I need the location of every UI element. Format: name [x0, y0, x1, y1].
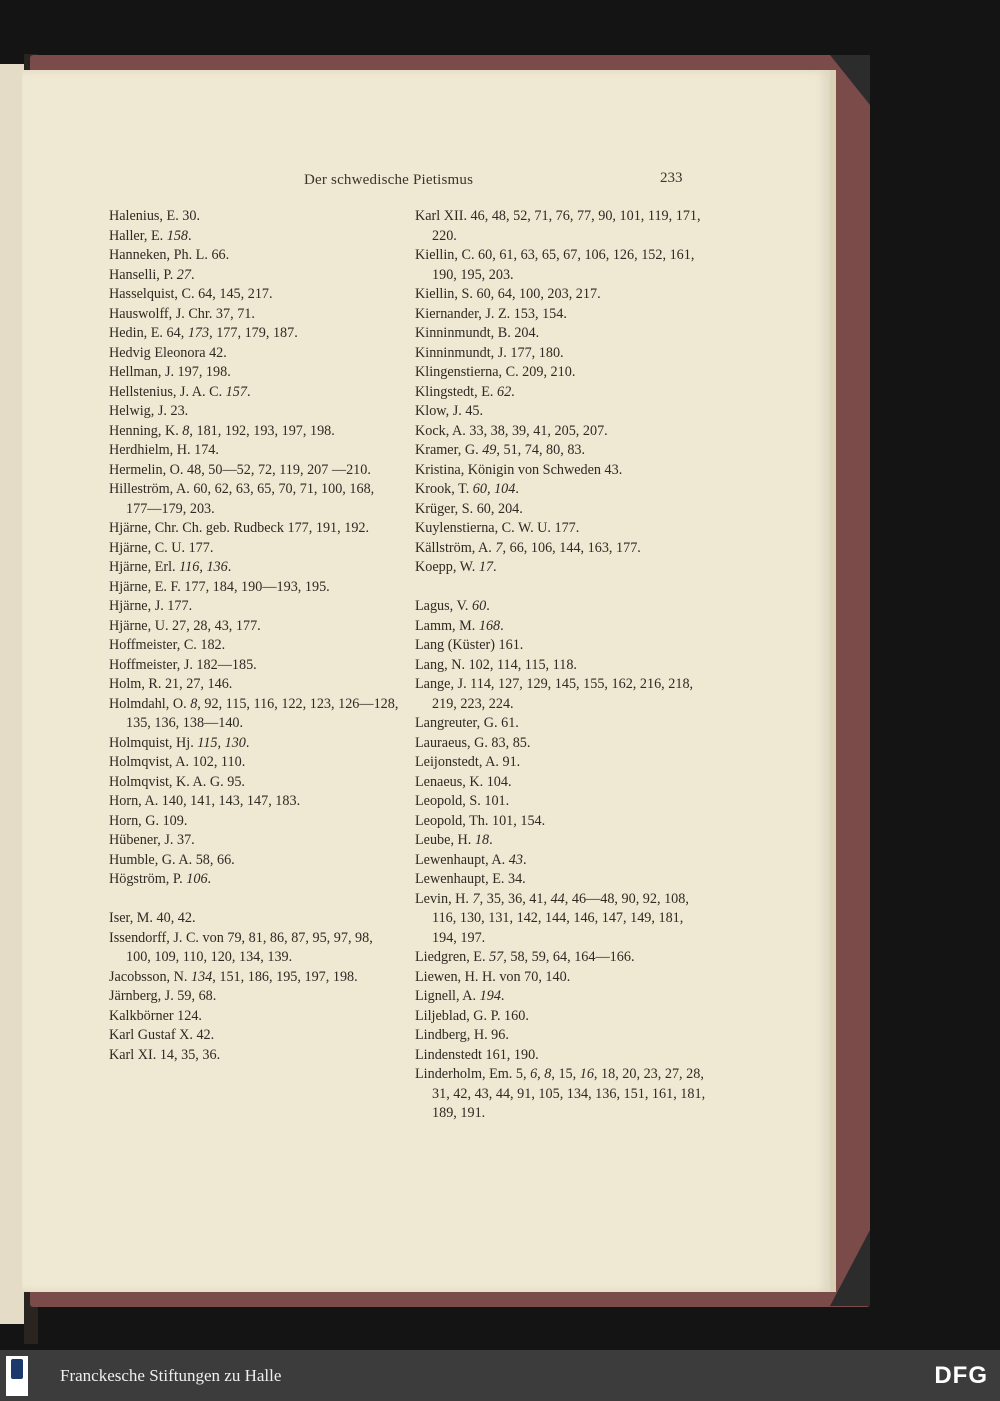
index-entry: Issendorff, J. C. von 79, 81, 86, 87, 95, 97, 98, 100, 109, 110, 120, 134, 139.: [109, 929, 373, 965]
index-entry: Karl Gustaf X. 42.: [109, 1027, 215, 1043]
index-entry: Lenaeus, K. 104.: [415, 773, 512, 790]
index-entry: Källström, A. 7, 66, 106, 144, 163, 177.: [415, 539, 641, 556]
index-entry: Hjärne, Chr. Ch. geb. Rudbeck 177, 191, 192.: [109, 520, 370, 536]
index-entry: Hellstenius, J. A. C. 157.: [109, 383, 251, 400]
index-entry: Hjärne, U. 27, 28, 43, 177.: [109, 617, 261, 634]
index-gap: [109, 890, 399, 910]
index-entry: Lagus, V. 60.: [415, 598, 490, 614]
index-entry: Lewenhaupt, E. 34.: [415, 871, 526, 887]
index-entry: Levin, H. 7, 35, 36, 41, 44, 46—48, 90, 92, 108, 116, 130, 131, 142, 144, 146, 147, 149, 181, 194, 197.: [415, 890, 689, 946]
index-entry: Humble, G. A. 58, 66.: [109, 851, 235, 868]
index-entry: Lauraeus, G. 83, 85.: [415, 734, 531, 751]
index-entry: Koepp, W. 17.: [415, 559, 497, 575]
index-entry: Lindenstedt 161, 190.: [415, 1046, 539, 1063]
index-entry: Lamm, M. 168.: [415, 617, 504, 634]
index-entry: Jacobsson, N. 134, 151, 186, 195, 197, 198.: [109, 968, 358, 985]
index-entry: Horn, G. 109.: [109, 812, 188, 829]
index-entry: Liedgren, E. 57, 58, 59, 64, 164—166.: [415, 949, 635, 965]
index-entry: Leijonstedt, A. 91.: [415, 754, 521, 770]
institution-name: Franckesche Stiftungen zu Halle: [60, 1366, 282, 1385]
index-entry: Lewenhaupt, A. 43.: [415, 851, 527, 868]
index-entry: Hanselli, P. 27.: [109, 266, 195, 283]
index-entry: Holmquist, Hj. 115, 130.: [109, 734, 250, 751]
index-entry: Kristina, Königin von Schweden 43.: [415, 461, 623, 478]
index-entry: Klow, J. 45.: [415, 403, 484, 419]
index-entry: Hanneken, Ph. L. 66.: [109, 247, 230, 263]
index-entry: Hermelin, O. 48, 50—52, 72, 119, 207 —210.: [109, 461, 371, 478]
dfg-logo: DFG: [934, 1362, 988, 1389]
franckesche-logo-icon: [6, 1356, 28, 1396]
index-gap: [415, 578, 710, 598]
index-entry: Holmqvist, K. A. G. 95.: [109, 773, 245, 790]
index-entry: Karl XII. 46, 48, 52, 71, 76, 77, 90, 101, 119, 171, 220.: [415, 208, 701, 244]
index-entry: Kuylenstierna, C. W. U. 177.: [415, 520, 580, 536]
index-entry: Liewen, H. H. von 70, 140.: [415, 968, 571, 985]
index-entry: Hjärne, Erl. 116, 136.: [109, 559, 232, 575]
index-entry: Horn, A. 140, 141, 143, 147, 183.: [109, 793, 301, 809]
index-entry: Henning, K. 8, 181, 192, 193, 197, 198.: [109, 422, 335, 439]
index-entry: Kiellin, S. 60, 64, 100, 203, 217.: [415, 286, 601, 302]
index-entry: Iser, M. 40, 42.: [109, 910, 196, 926]
index-entry: Hjärne, J. 177.: [109, 598, 193, 614]
index-entry: Liljeblad, G. P. 160.: [415, 1007, 529, 1024]
page-number: 233: [660, 170, 683, 186]
index-entry: Leopold, Th. 101, 154.: [415, 812, 546, 829]
index-entry: Lange, J. 114, 127, 129, 145, 155, 162, 216, 218, 219, 223, 224.: [415, 676, 694, 712]
index-entry: Klingenstierna, C. 209, 210.: [415, 364, 576, 380]
index-column-left: [109, 207, 399, 1065]
index-entry: Kinninmundt, J. 177, 180.: [415, 344, 564, 361]
index-entry: Hauswolff, J. Chr. 37, 71.: [109, 305, 255, 322]
index-entry: Herdhielm, H. 174.: [109, 442, 219, 458]
running-title: Der schwedische Pietismus: [304, 172, 474, 188]
index-entry: Holmqvist, A. 102, 110.: [109, 754, 246, 770]
index-entry: Krüger, S. 60, 204.: [415, 500, 523, 517]
index-entry: Hjärne, E. F. 177, 184, 190—193, 195.: [109, 578, 330, 595]
index-column-right: [415, 207, 710, 1124]
index-entry: Haller, E. 158.: [109, 227, 192, 244]
index-entry: Lang (Küster) 161.: [415, 637, 524, 653]
index-entry: Järnberg, J. 59, 68.: [109, 988, 217, 1004]
index-entry: Lang, N. 102, 114, 115, 118.: [415, 656, 577, 673]
index-entry: Linderholm, Em. 5, 6, 8, 15, 16, 18, 20, 23, 27, 28, 31, 42, 43, 44, 91, 105, 134, 136, 151, 161, 181, 189, 191.: [415, 1066, 706, 1121]
index-entry: Hedin, E. 64, 173, 177, 179, 187.: [109, 325, 298, 341]
index-entry: Klingstedt, E. 62.: [415, 383, 515, 400]
index-entry: Karl XI. 14, 35, 36.: [109, 1046, 221, 1063]
index-entry: Hellman, J. 197, 198.: [109, 364, 231, 380]
index-entry: Kramer, G. 49, 51, 74, 80, 83.: [415, 442, 586, 458]
index-entry: Hasselquist, C. 64, 145, 217.: [109, 286, 273, 302]
index-entry: Hedvig Eleonora 42.: [109, 344, 227, 361]
index-entry: Kock, A. 33, 38, 39, 41, 205, 207.: [415, 422, 608, 439]
index-entry: Lindberg, H. 96.: [415, 1027, 509, 1043]
index-entry: Hilleström, A. 60, 62, 63, 65, 70, 71, 100, 168, 177—179, 203.: [109, 481, 375, 517]
index-entry: Holm, R. 21, 27, 146.: [109, 676, 233, 692]
index-entry: Helwig, J. 23.: [109, 403, 189, 419]
index-entry: Hoffmeister, J. 182—185.: [109, 656, 257, 673]
index-entry: Kalkbörner 124.: [109, 1007, 202, 1024]
index-entry: Holmdahl, O. 8, 92, 115, 116, 122, 123, 126—128, 135, 136, 138—140.: [109, 695, 399, 731]
index-entry: Kinninmundt, B. 204.: [415, 325, 540, 341]
index-entry: Kiellin, C. 60, 61, 63, 65, 67, 106, 126, 152, 161, 190, 195, 203.: [415, 247, 695, 283]
index-entry: Lignell, A. 194.: [415, 988, 505, 1004]
index-entry: Kiernander, J. Z. 153, 154.: [415, 305, 567, 322]
index-entry: Halenius, E. 30.: [109, 208, 201, 224]
index-entry: Hübener, J. 37.: [109, 832, 195, 848]
index-entry: Hoffmeister, C. 182.: [109, 637, 226, 653]
index-entry: Langreuter, G. 61.: [415, 715, 519, 731]
index-entry: Högström, P. 106.: [109, 871, 212, 887]
index-entry: Krook, T. 60, 104.: [415, 481, 519, 497]
index-entry: Leopold, S. 101.: [415, 793, 510, 809]
index-entry: Leube, H. 18.: [415, 832, 493, 848]
index-entry: Hjärne, C. U. 177.: [109, 539, 214, 556]
footer-bar: [0, 1350, 1000, 1401]
